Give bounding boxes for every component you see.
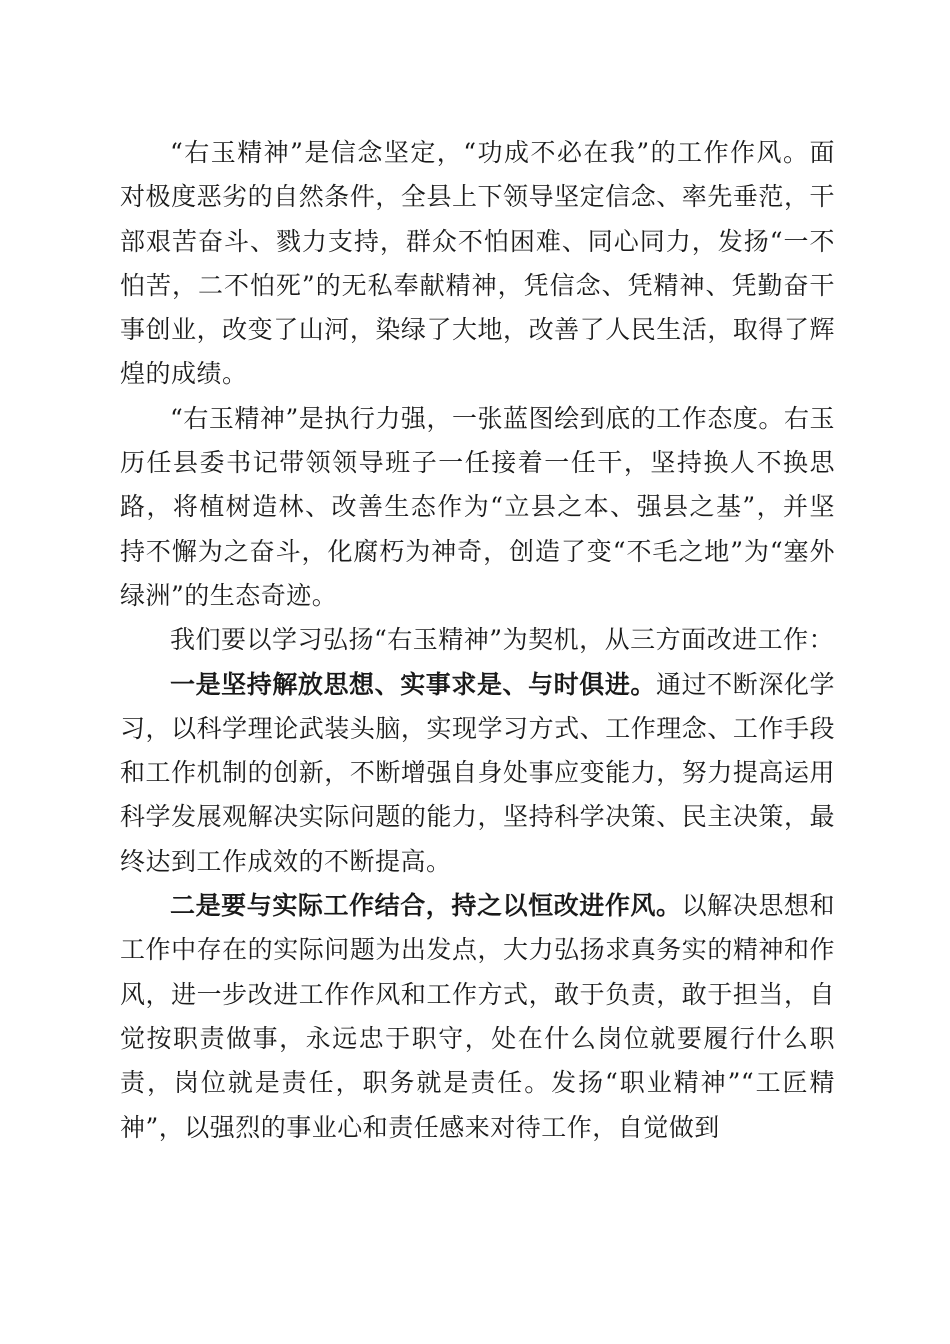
paragraph-4 [120, 663, 835, 884]
paragraph-5-text: 以解决思想和工作中存在的实际问题为出发点，大力弘扬求真务实的精神和作风，进一步改进工作作风和工作方式，敢于负责，敢于担当，自觉按职责做事，永远忠于职守，处在什么岗位就要履行什么职责，岗位就是责任，职务就是责任。发扬“职业精神”“工匠精神”，以强烈的事业心和责任感来对待工作，自觉做到 [120, 891, 835, 1142]
document-body [120, 131, 835, 1150]
paragraph-3 [120, 618, 835, 662]
paragraph-2 [120, 397, 835, 618]
paragraph-1-text: “右玉精神”是信念坚定，“功成不必在我”的工作作风。面对极度恶劣的自然条件，全县上下领导坚定信念、率先垂范，干部艰苦奋斗、戮力支持，群众不怕困难、同心同力，发扬“一不怕苦，二不怕死”的无私奉献精神，凭信念、凭精神、凭勤奋干事创业，改变了山河，染绿了大地，改善了人民生活，取得了辉煌的成绩。 [120, 138, 835, 389]
paragraph-4-text: 通过不断深化学习，以科学理论武装头脑，实现学习方式、工作理念、工作手段和工作机制的创新，不断增强自身处事应变能力，努力提高运用科学发展观解决实际问题的能力，坚持科学决策、民主决策，最终达到工作成效的不断提高。 [120, 669, 835, 876]
paragraph-5-lead: 二是要与实际工作结合，持之以恒改进作风。 [170, 891, 682, 921]
paragraph-1 [120, 131, 835, 397]
paragraph-4-lead: 一是坚持解放思想、实事求是、与时俱进。 [170, 669, 656, 699]
paragraph-2-text: “右玉精神”是执行力强，一张蓝图绘到底的工作态度。右玉历任县委书记带领领导班子一任接着一任干，坚持换人不换思路，将植树造林、改善生态作为“立县之本、强县之基”，并坚持不懈为之奋斗，化腐朽为神奇，创造了变“不毛之地”为“塞外绿洲”的生态奇迹。 [120, 403, 835, 610]
paragraph-5 [120, 884, 835, 1150]
paragraph-3-text: 我们要以学习弘扬“右玉精神”为契机，从三方面改进工作： [170, 625, 835, 655]
